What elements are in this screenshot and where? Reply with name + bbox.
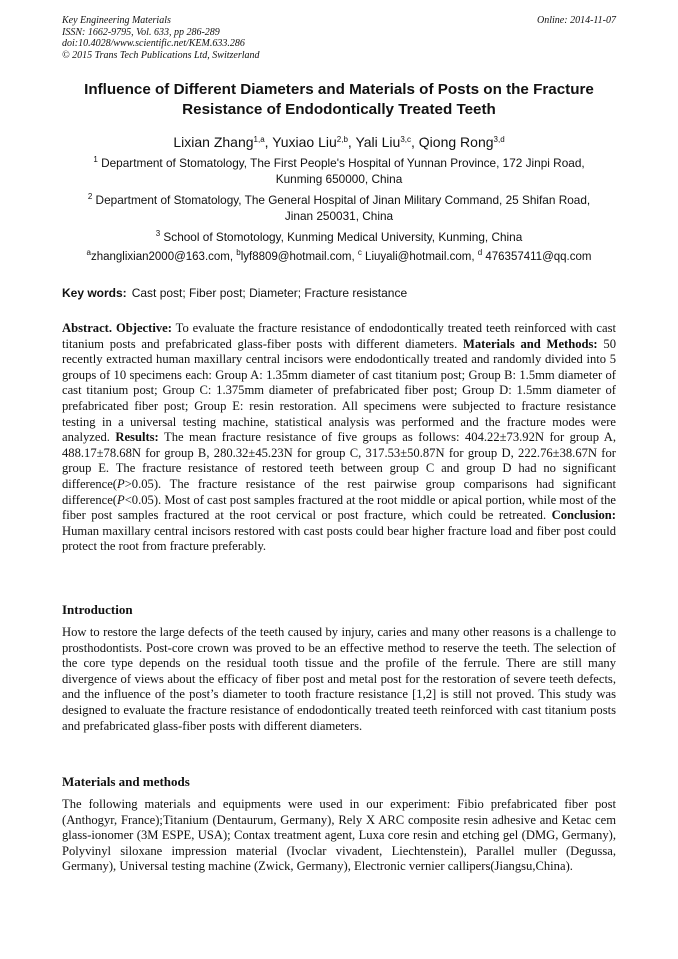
author-list bbox=[50, 133, 628, 151]
affiliation-1 bbox=[62, 156, 616, 187]
objective-text: To evaluate the fracture resistance of endodontically treated teeth reinforced with cast titanium posts and prefabricated glass-fiber posts with different diameters. bbox=[62, 321, 616, 351]
materials-methods-heading: Materials and methods bbox=[62, 774, 190, 789]
journal-copyright: © 2015 Trans Tech Publications Ltd, Switzerland bbox=[62, 49, 260, 61]
results-label: Results: bbox=[115, 430, 159, 445]
author-affiliation-mark: 3,c bbox=[400, 135, 412, 144]
affiliation-mark: 1 bbox=[93, 155, 98, 164]
author-separator: , bbox=[411, 134, 419, 150]
conclusion-label: Conclusion: bbox=[551, 508, 616, 523]
abstract bbox=[62, 321, 616, 555]
author-affiliation-mark: 2,b bbox=[336, 135, 348, 144]
author-emails bbox=[62, 250, 616, 265]
author-name: Qiong Rong bbox=[418, 134, 494, 150]
author-separator: , bbox=[264, 134, 273, 150]
author-separator: , bbox=[347, 134, 356, 150]
affiliation-text: Kunming 650000, China bbox=[275, 171, 403, 186]
keywords-label: Key words: bbox=[62, 286, 127, 300]
author-affiliation-mark: 3,d bbox=[493, 135, 505, 144]
methods-label: Materials and Methods: bbox=[462, 336, 598, 351]
results-text: The mean fracture resistance of five groups as follows: 404.22±73.92N for group A, 488.17±78.68N for group B, 280.32±45.23N for group C, 317.53±50.87N for group D, 222.76±38.67N for group E. The fracture resistance of restored teeth between group C and group D had no significant difference( bbox=[62, 430, 617, 491]
affiliation-mark: 2 bbox=[87, 192, 93, 201]
author bbox=[419, 134, 505, 150]
journal-info bbox=[62, 15, 616, 61]
introduction-heading: Introduction bbox=[62, 602, 133, 617]
affiliation-3 bbox=[62, 230, 616, 246]
email-mark: d bbox=[477, 248, 483, 257]
email-address: zhanglixian2000@163.com, bbox=[90, 251, 237, 263]
methods-text: 50 recently extracted human maxillary central incisors were endodontically treated and randomly divided into 5 groups of 10 specimens each: Group A: 1.35mm diameter of cast titanium post; Group B: 1.5mm diameter of cast titanium post; Group C: 1.375mm diameter of prefabricated fiber post; Group D: 1.5mm diameter of prefabricated fiber post; Group E: resin restoration. All specimens were subjected to fracture resistance testing in a universal testing machine, statistical analysis was performed and the fracture modes were analyzed. bbox=[62, 336, 616, 445]
affiliation-text: Department of Stomatology, The General Hospital of Jinan Military Command, 25 Shifan Road, bbox=[95, 193, 591, 207]
keywords-text: Cast post; Fiber post; Diameter; Fracture resistance bbox=[131, 286, 408, 300]
abstract-label: Abstract. bbox=[62, 321, 113, 335]
email-address: 476357411@qq.com bbox=[482, 251, 592, 263]
objective-label: Objective: bbox=[115, 321, 172, 335]
author-affiliation-mark: 1,a bbox=[253, 135, 265, 144]
affiliation-text: Jinan 250031, China bbox=[284, 208, 394, 223]
results-text: <0.05). Most of cast post samples fractured at the root middle or apical portion, while most of the fiber post samples fractured at the root cervical or post fracture, which could be retreated. bbox=[62, 492, 616, 523]
journal-header bbox=[62, 15, 616, 61]
conclusion-text: Human maxillary central incisors restored with cast posts could bear higher fracture load and fiber post could protect the root from fracture preferably. bbox=[62, 523, 616, 554]
email-address: Liuyali@hotmail.com, bbox=[361, 251, 478, 263]
paper-title bbox=[50, 80, 628, 120]
keywords bbox=[62, 286, 616, 301]
introduction-text: How to restore the large defects of the teeth caused by injury, caries and many other reasons is a challenge to prosthodontists. Post-core crown was proved to be an effective method to reserve the teeth. The selection of the core type depends on the residual tooth tissue and the profile of the ferrule. There are still many divergence of views about the efficacy of fiber post and metal post for the restoration of severe teeth defects, and the influence of the post’s diameter to tooth fracture resistance [1,2] is still not proved. This study was designed to evaluate the fracture resistance of endodontically treated teeth reinforced with cast titanium posts and prefabricated glass-fiber posts with different diameters. bbox=[62, 625, 616, 733]
online-date: Online: 2014-11-07 bbox=[537, 15, 616, 26]
email-mark: c bbox=[357, 248, 362, 257]
author bbox=[272, 134, 355, 150]
affiliation-text: School of Stomotology, Kunming Medical University, Kunming, China bbox=[163, 230, 523, 244]
journal-name: Key Engineering Materials bbox=[62, 15, 171, 26]
materials-methods-text: The following materials and equipments were used in our experiment: Fibio prefabricated fiber post (Anthogyr, France);Titanium (Dentaurum, Germany), Rely X ARC composite resin adhesive and Ketac cem glass-ionomer (3M ESPE, USA); Contax treatment agent, Luxa core resin and etching gel (DMG, Germany), Polyvinyl siloxane impression material (Ivoclar vivadent, Liechtenstein), Parallel muller (Degussa, Germany), Universal testing machine (Zwick, Germany), Electronic vernier callipers(Jiangsu,China). bbox=[62, 797, 616, 874]
affiliation-text: Department of Stomatology, The First People's Hospital of Yunnan Province, 172 Jinpi Road, bbox=[101, 156, 585, 170]
author bbox=[355, 134, 418, 150]
author-name: Yali Liu bbox=[355, 134, 401, 150]
journal-doi: doi:10.4028/www.scientific.net/KEM.633.286 bbox=[62, 38, 245, 49]
author-name: Lixian Zhang bbox=[173, 134, 254, 150]
p-value-symbol: P bbox=[117, 492, 125, 507]
results-text: >0.05). The fracture resistance of the rest pairwise group comparisons had significant difference( bbox=[62, 476, 616, 507]
journal-issn: ISSN: 1662-9795, Vol. 633, pp 286-289 bbox=[62, 26, 220, 38]
email-mark: b bbox=[236, 248, 241, 257]
title-line: Resistance of Endodontically Treated Teeth bbox=[182, 101, 496, 118]
affiliation-mark: 3 bbox=[155, 229, 161, 238]
email-mark: a bbox=[86, 248, 91, 257]
affiliation-2 bbox=[62, 193, 616, 224]
author-name: Yuxiao Liu bbox=[272, 134, 337, 150]
email-address: lyf8809@hotmail.com, bbox=[240, 251, 358, 263]
author bbox=[173, 134, 272, 150]
title-line: Influence of Different Diameters and Materials of Posts on the Fracture bbox=[84, 81, 594, 98]
p-value-symbol: P bbox=[117, 476, 125, 491]
